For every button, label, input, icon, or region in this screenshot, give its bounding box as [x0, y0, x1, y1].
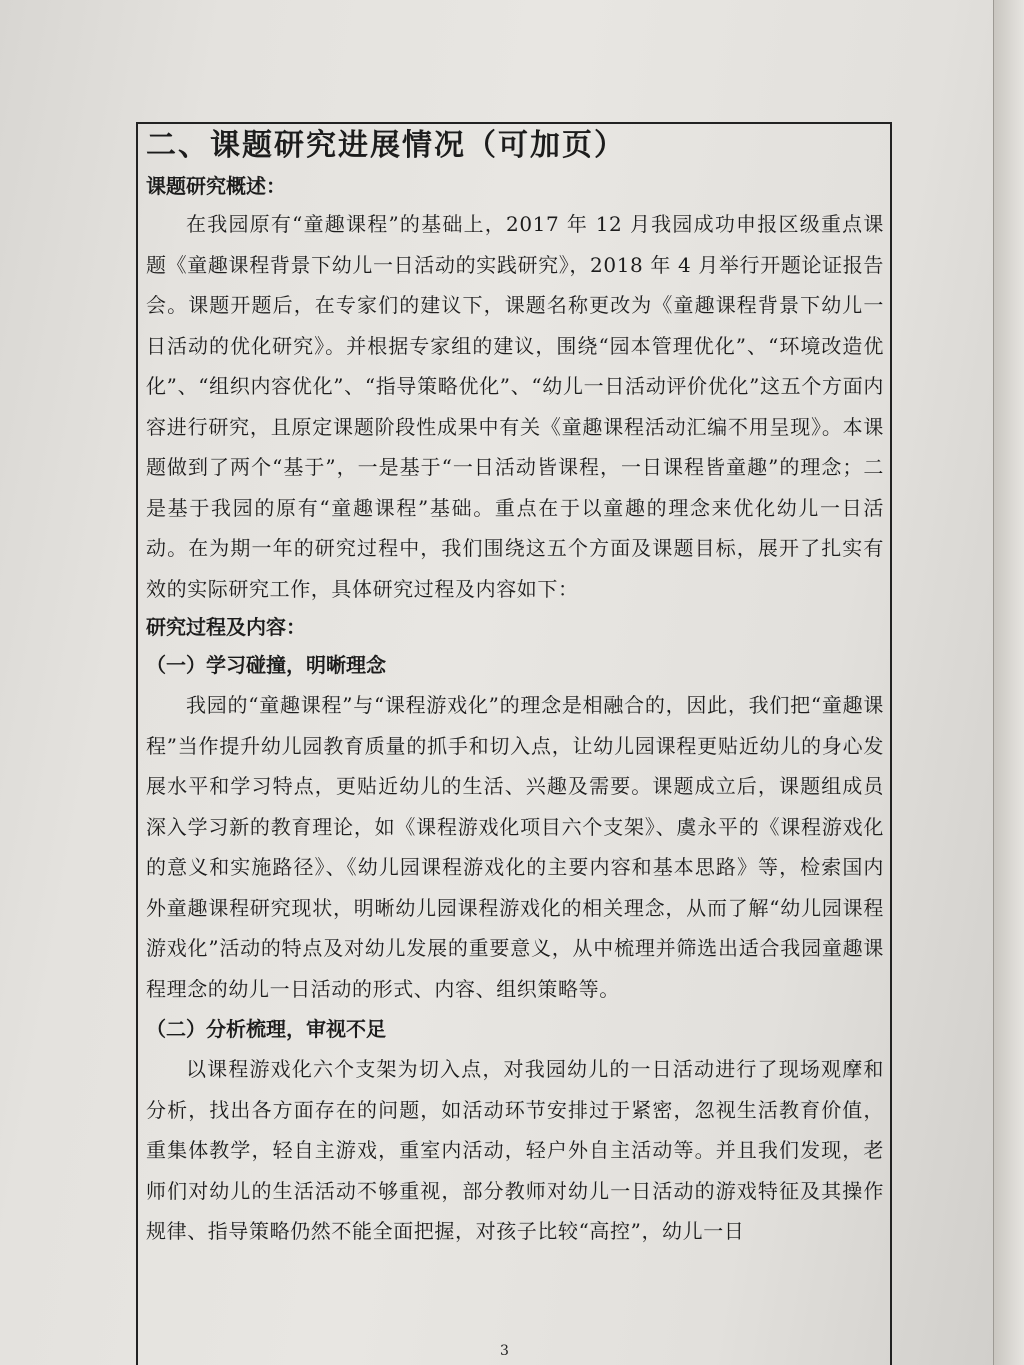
overview-paragraph: 在我园原有“童趣课程”的基础上，2017 年 12 月我园成功申报区级重点课题《童趣课程背景下幼儿一日活动的实践研究》，2018 年 4 月举行开题论证报告会。课题开题后，在专家们的建议下，课题名称更改为《童趣课程背景下幼儿一日活动的优化研究》。并根据专家组的建议，围绕“园本管理优化”、“环境改造优化”、“组织内容优化”、“指导策略优化”、“幼儿一日活动评价优化”这五个方面内容进行研究，且原定课题阶段性成果中有关《童趣课程活动汇编不用呈现》。本课题做到了两个“基于”，一是基于“一日活动皆课程，一日课程皆童趣”的理念；二是基于我园的原有“童趣课程”基础。重点在于以童趣的理念来优化幼儿一日活动。在为期一年的研究过程中，我们围绕这五个方面及课题目标，展开了扎实有效的实际研究工作，具体研究过程及内容如下：: [146, 212, 884, 601]
adjacent-page-edge: [993, 0, 1024, 1365]
part1-heading: （一）学习碰撞，明晰理念: [146, 653, 386, 677]
document-body: [146, 124, 884, 1252]
section-title: 二、课题研究进展情况（可加页）: [146, 128, 626, 163]
process-heading: 研究过程及内容：: [146, 615, 306, 639]
part2-heading: （二）分析梳理，审视不足: [146, 1017, 386, 1041]
page-number: 3: [500, 1343, 509, 1359]
overview-heading: 课题研究概述：: [146, 174, 286, 198]
part1-paragraph: 我园的“童趣课程”与“课程游戏化”的理念是相融合的，因此，我们把“童趣课程”当作提升幼儿园教育质量的抓手和切入点，让幼儿园课程更贴近幼儿的身心发展水平和学习特点，更贴近幼儿的生活、兴趣及需要。课题成立后，课题组成员深入学习新的教育理论，如《课程游戏化项目六个支架》、虞永平的《课程游戏化的意义和实施路径》、《幼儿园课程游戏化的主要内容和基本思路》等，检索国内外童趣课程研究现状，明晰幼儿园课程游戏化的相关理念，从而了解“幼儿园课程游戏化”活动的特点及对幼儿发展的重要意义，从中梳理并筛选出适合我园童趣课程理念的幼儿一日活动的形式、内容、组织策略等。: [146, 693, 884, 1001]
part2-paragraph: 以课程游戏化六个支架为切入点，对我园幼儿的一日活动进行了现场观摩和分析，找出各方面存在的问题，如活动环节安排过于紧密，忽视生活教育价值，重集体教学，轻自主游戏，重室内活动，轻户外自主活动等。并且我们发现，老师们对幼儿的生活活动不够重视，部分教师对幼儿一日活动的游戏特征及其操作规律、指导策略仍然不能全面把握，对孩子比较“高控”，幼儿一日: [146, 1057, 884, 1243]
